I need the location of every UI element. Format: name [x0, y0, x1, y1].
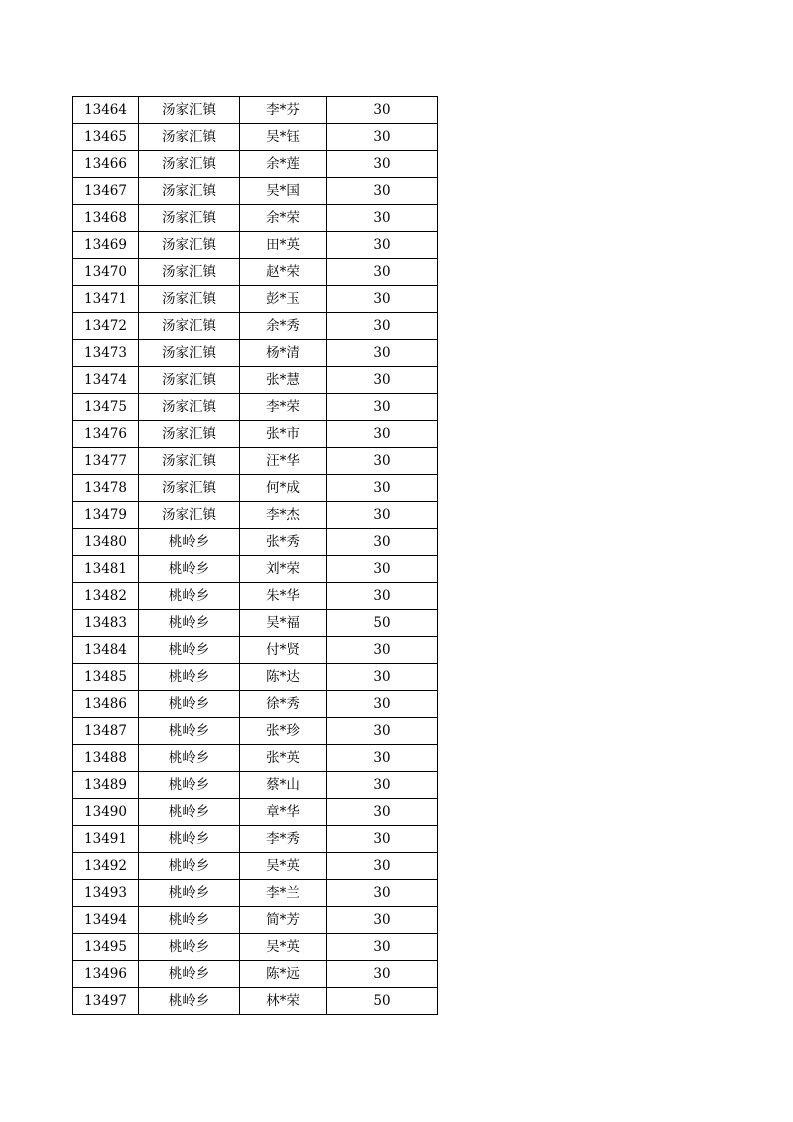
row-number-cell: 13468 — [73, 205, 139, 232]
town-cell: 桃岭乡 — [139, 934, 240, 961]
row-number-cell: 13494 — [73, 907, 139, 934]
amount-cell: 30 — [327, 826, 438, 853]
town-cell: 桃岭乡 — [139, 961, 240, 988]
table-row — [73, 259, 438, 286]
town-cell: 汤家汇镇 — [139, 394, 240, 421]
name-cell: 张*慧 — [240, 367, 327, 394]
town-cell: 汤家汇镇 — [139, 313, 240, 340]
amount-cell: 50 — [327, 988, 438, 1015]
table-row — [73, 664, 438, 691]
amount-cell: 30 — [327, 475, 438, 502]
town-cell: 桃岭乡 — [139, 556, 240, 583]
row-number-cell: 13486 — [73, 691, 139, 718]
table-row — [73, 745, 438, 772]
table-row — [73, 772, 438, 799]
row-number-cell: 13477 — [73, 448, 139, 475]
data-table — [72, 96, 438, 1015]
town-cell: 桃岭乡 — [139, 583, 240, 610]
row-number-cell: 13467 — [73, 178, 139, 205]
amount-cell: 30 — [327, 664, 438, 691]
table-row — [73, 799, 438, 826]
table-row — [73, 232, 438, 259]
name-cell: 余*荣 — [240, 205, 327, 232]
row-number-cell: 13495 — [73, 934, 139, 961]
town-cell: 桃岭乡 — [139, 799, 240, 826]
name-cell: 汪*华 — [240, 448, 327, 475]
amount-cell: 30 — [327, 313, 438, 340]
table-row — [73, 853, 438, 880]
amount-cell: 30 — [327, 340, 438, 367]
table-row — [73, 718, 438, 745]
amount-cell: 30 — [327, 853, 438, 880]
amount-cell: 30 — [327, 97, 438, 124]
row-number-cell: 13479 — [73, 502, 139, 529]
amount-cell: 30 — [327, 529, 438, 556]
table-row — [73, 880, 438, 907]
row-number-cell: 13487 — [73, 718, 139, 745]
row-number-cell: 13473 — [73, 340, 139, 367]
name-cell: 朱*华 — [240, 583, 327, 610]
town-cell: 汤家汇镇 — [139, 124, 240, 151]
row-number-cell: 13471 — [73, 286, 139, 313]
row-number-cell: 13475 — [73, 394, 139, 421]
row-number-cell: 13478 — [73, 475, 139, 502]
name-cell: 简*芳 — [240, 907, 327, 934]
table-row — [73, 124, 438, 151]
name-cell: 田*英 — [240, 232, 327, 259]
name-cell: 陈*达 — [240, 664, 327, 691]
town-cell: 桃岭乡 — [139, 718, 240, 745]
row-number-cell: 13469 — [73, 232, 139, 259]
row-number-cell: 13493 — [73, 880, 139, 907]
amount-cell: 30 — [327, 421, 438, 448]
name-cell: 李*荣 — [240, 394, 327, 421]
town-cell: 桃岭乡 — [139, 907, 240, 934]
row-number-cell: 13485 — [73, 664, 139, 691]
name-cell: 蔡*山 — [240, 772, 327, 799]
name-cell: 余*莲 — [240, 151, 327, 178]
amount-cell: 30 — [327, 907, 438, 934]
table-row — [73, 502, 438, 529]
table-row — [73, 286, 438, 313]
row-number-cell: 13488 — [73, 745, 139, 772]
name-cell: 吴*钰 — [240, 124, 327, 151]
name-cell: 陈*远 — [240, 961, 327, 988]
name-cell: 吴*国 — [240, 178, 327, 205]
amount-cell: 30 — [327, 583, 438, 610]
town-cell: 桃岭乡 — [139, 826, 240, 853]
town-cell: 汤家汇镇 — [139, 259, 240, 286]
row-number-cell: 13484 — [73, 637, 139, 664]
amount-cell: 30 — [327, 394, 438, 421]
row-number-cell: 13464 — [73, 97, 139, 124]
name-cell: 李*兰 — [240, 880, 327, 907]
town-cell: 桃岭乡 — [139, 610, 240, 637]
amount-cell: 30 — [327, 637, 438, 664]
amount-cell: 30 — [327, 448, 438, 475]
town-cell: 汤家汇镇 — [139, 232, 240, 259]
row-number-cell: 13476 — [73, 421, 139, 448]
row-number-cell: 13482 — [73, 583, 139, 610]
table-body — [73, 97, 438, 1015]
amount-cell: 30 — [327, 745, 438, 772]
town-cell: 汤家汇镇 — [139, 421, 240, 448]
table-row — [73, 367, 438, 394]
table-row — [73, 907, 438, 934]
row-number-cell: 13472 — [73, 313, 139, 340]
row-number-cell: 13465 — [73, 124, 139, 151]
table-row — [73, 313, 438, 340]
table-row — [73, 556, 438, 583]
table-row — [73, 448, 438, 475]
row-number-cell: 13490 — [73, 799, 139, 826]
town-cell: 汤家汇镇 — [139, 448, 240, 475]
name-cell: 杨*清 — [240, 340, 327, 367]
amount-cell: 30 — [327, 556, 438, 583]
town-cell: 桃岭乡 — [139, 529, 240, 556]
town-cell: 汤家汇镇 — [139, 367, 240, 394]
amount-cell: 30 — [327, 961, 438, 988]
amount-cell: 30 — [327, 502, 438, 529]
name-cell: 彭*玉 — [240, 286, 327, 313]
amount-cell: 30 — [327, 232, 438, 259]
town-cell: 汤家汇镇 — [139, 286, 240, 313]
table-row — [73, 421, 438, 448]
amount-cell: 30 — [327, 205, 438, 232]
amount-cell: 30 — [327, 259, 438, 286]
amount-cell: 30 — [327, 934, 438, 961]
town-cell: 汤家汇镇 — [139, 97, 240, 124]
name-cell: 刘*荣 — [240, 556, 327, 583]
table-row — [73, 988, 438, 1015]
name-cell: 赵*荣 — [240, 259, 327, 286]
row-number-cell: 13483 — [73, 610, 139, 637]
name-cell: 吴*英 — [240, 853, 327, 880]
town-cell: 汤家汇镇 — [139, 502, 240, 529]
table-row — [73, 178, 438, 205]
table-row — [73, 637, 438, 664]
town-cell: 汤家汇镇 — [139, 340, 240, 367]
name-cell: 李*芬 — [240, 97, 327, 124]
amount-cell: 50 — [327, 610, 438, 637]
row-number-cell: 13497 — [73, 988, 139, 1015]
town-cell: 汤家汇镇 — [139, 205, 240, 232]
amount-cell: 30 — [327, 178, 438, 205]
name-cell: 章*华 — [240, 799, 327, 826]
table-row — [73, 934, 438, 961]
town-cell: 桃岭乡 — [139, 664, 240, 691]
table-row — [73, 529, 438, 556]
amount-cell: 30 — [327, 367, 438, 394]
table-row — [73, 826, 438, 853]
name-cell: 张*珍 — [240, 718, 327, 745]
table-row — [73, 691, 438, 718]
name-cell: 张*秀 — [240, 529, 327, 556]
row-number-cell: 13474 — [73, 367, 139, 394]
amount-cell: 30 — [327, 151, 438, 178]
town-cell: 汤家汇镇 — [139, 178, 240, 205]
name-cell: 吴*福 — [240, 610, 327, 637]
town-cell: 桃岭乡 — [139, 772, 240, 799]
table-row — [73, 205, 438, 232]
name-cell: 张*英 — [240, 745, 327, 772]
row-number-cell: 13491 — [73, 826, 139, 853]
row-number-cell: 13496 — [73, 961, 139, 988]
table-row — [73, 475, 438, 502]
amount-cell: 30 — [327, 880, 438, 907]
name-cell: 何*成 — [240, 475, 327, 502]
town-cell: 桃岭乡 — [139, 691, 240, 718]
row-number-cell: 13489 — [73, 772, 139, 799]
name-cell: 余*秀 — [240, 313, 327, 340]
name-cell: 吴*英 — [240, 934, 327, 961]
town-cell: 汤家汇镇 — [139, 151, 240, 178]
amount-cell: 30 — [327, 772, 438, 799]
town-cell: 桃岭乡 — [139, 880, 240, 907]
table-row — [73, 583, 438, 610]
amount-cell: 30 — [327, 799, 438, 826]
name-cell: 徐*秀 — [240, 691, 327, 718]
table-row — [73, 394, 438, 421]
town-cell: 桃岭乡 — [139, 988, 240, 1015]
table-row — [73, 151, 438, 178]
name-cell: 李*秀 — [240, 826, 327, 853]
name-cell: 付*贤 — [240, 637, 327, 664]
row-number-cell: 13481 — [73, 556, 139, 583]
table-row — [73, 97, 438, 124]
town-cell: 汤家汇镇 — [139, 475, 240, 502]
town-cell: 桃岭乡 — [139, 853, 240, 880]
name-cell: 李*杰 — [240, 502, 327, 529]
row-number-cell: 13466 — [73, 151, 139, 178]
name-cell: 张*市 — [240, 421, 327, 448]
row-number-cell: 13470 — [73, 259, 139, 286]
amount-cell: 30 — [327, 718, 438, 745]
town-cell: 桃岭乡 — [139, 637, 240, 664]
row-number-cell: 13480 — [73, 529, 139, 556]
town-cell: 桃岭乡 — [139, 745, 240, 772]
amount-cell: 30 — [327, 691, 438, 718]
name-cell: 林*荣 — [240, 988, 327, 1015]
table-row — [73, 610, 438, 637]
table-row — [73, 961, 438, 988]
amount-cell: 30 — [327, 286, 438, 313]
table-row — [73, 340, 438, 367]
amount-cell: 30 — [327, 124, 438, 151]
row-number-cell: 13492 — [73, 853, 139, 880]
